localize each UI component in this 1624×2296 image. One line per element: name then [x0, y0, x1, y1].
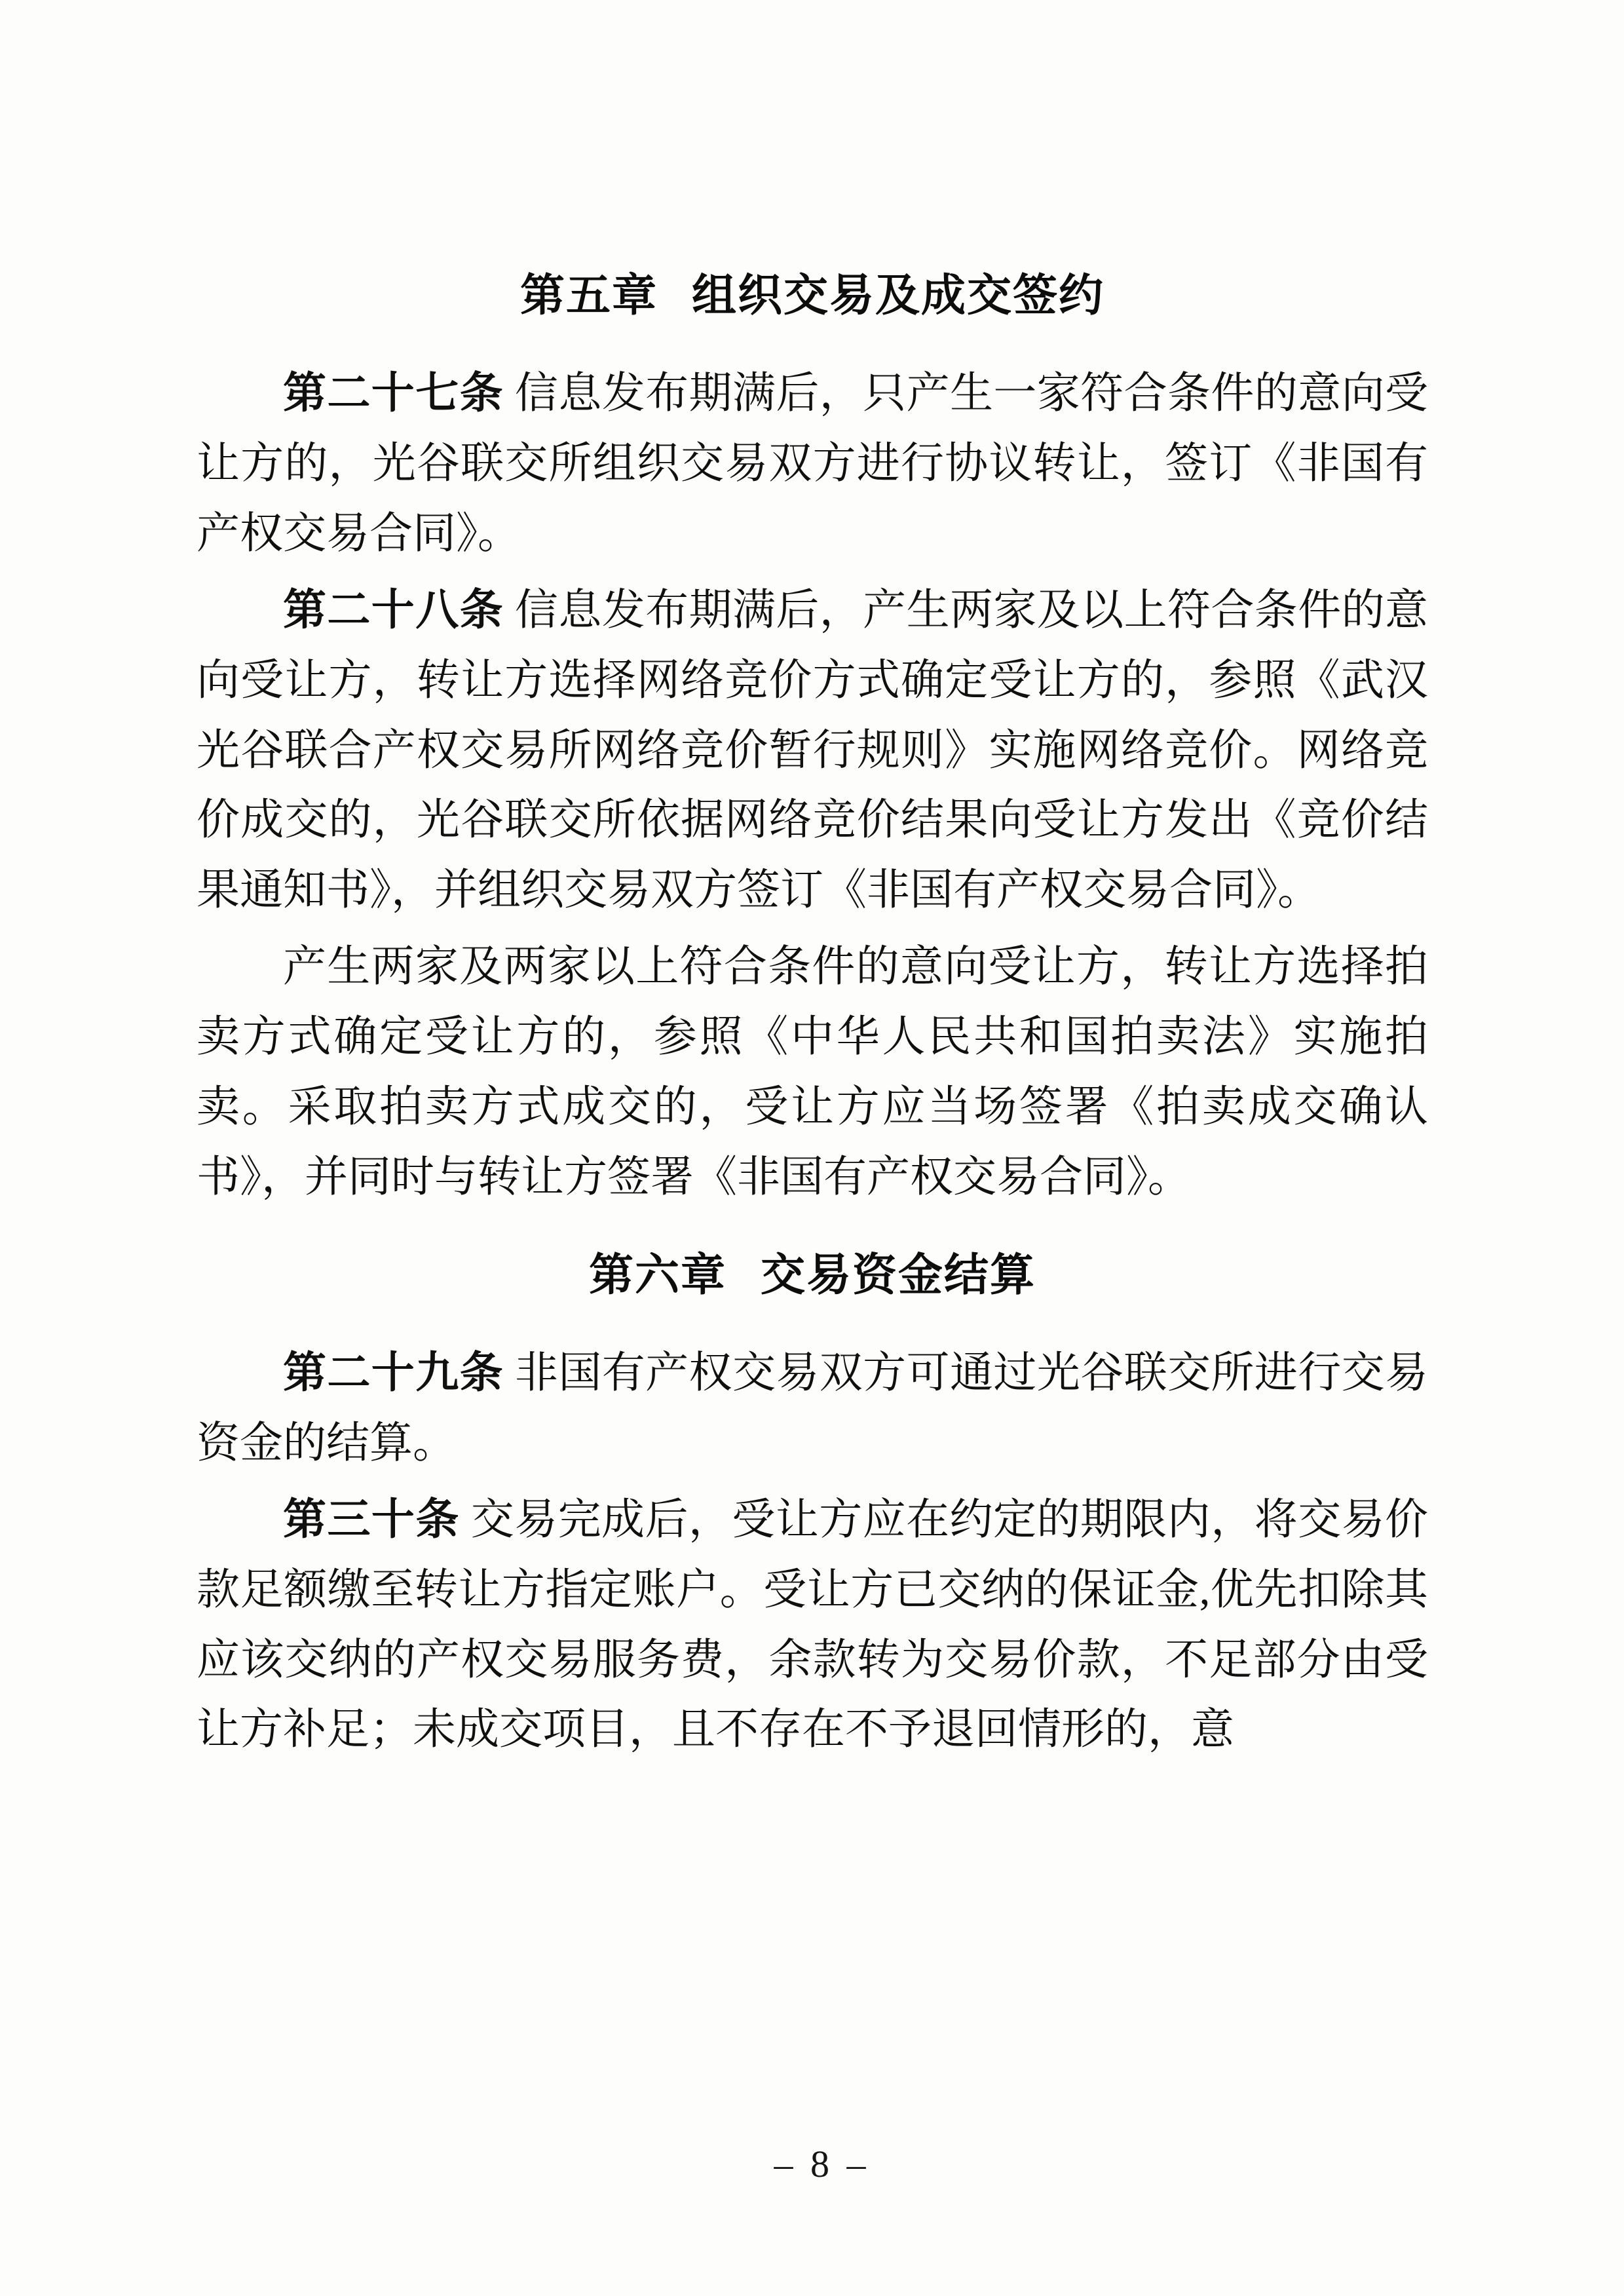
article-27-label: 第二十七条 [283, 370, 504, 417]
article-30-body: 交易完成后，受让方应在约定的期限内，将交易价款足额缴至转让方指定账户。受让方已交纳的保证金,优先扣除其应该交纳的产权交易服务费，余款转为交易价款，不足部分由受让方补足；未成交项目，且不存在不予退回情形的，意 [197, 1495, 1429, 1754]
article-27 [197, 359, 1428, 569]
chapter-five-heading-label: 第五章 [519, 271, 658, 320]
article-29-label: 第二十九条 [283, 1349, 504, 1397]
chapter-five-heading [197, 262, 1428, 329]
article-29-body: 非国有产权交易双方可通过光谷联交所进行交易资金的结算。 [197, 1349, 1429, 1467]
article-28 [197, 576, 1428, 927]
article-28-paragraph-2 [197, 932, 1428, 1213]
chapter-six-heading-title: 交易资金结算 [761, 1250, 1036, 1300]
article-30-label: 第三十条 [283, 1495, 460, 1544]
chapter-six-heading [197, 1242, 1428, 1309]
page-number: – 8 – [774, 2143, 870, 2185]
article-28-body: 信息发布期满后，产生两家及以上符合条件的意向受让方，转让方选择网络竞价方式确定受让方的，参照《武汉光谷联合产权交易所网络竞价暂行规则》实施网络竞价。网络竞价成交的，光谷联交所依据网络竞价结果向受让方发出《竞价结果通知书》，并组织交易双方签订《非国有产权交易合同》。 [197, 586, 1429, 915]
article-28-label: 第二十八条 [283, 586, 504, 634]
article-28-paragraph-2-body: 产生两家及两家以上符合条件的意向受让方，转让方选择拍卖方式确定受让方的，参照《中华人民共和国拍卖法》实施拍卖。采取拍卖方式成交的，受让方应当场签署《拍卖成交确认书》，并同时与转让方签署《非国有产权交易合同》。 [197, 943, 1428, 1201]
page-content [197, 262, 1428, 1772]
chapter-five-heading-title: 组织交易及成交签约 [692, 271, 1105, 320]
article-27-body: 信息发布期满后，只产生一家符合条件的意向受让方的，光谷联交所组织交易双方进行协议转让，签订《非国有产权交易合同》。 [197, 370, 1429, 558]
section-spacer [197, 1219, 1428, 1242]
chapter-six-heading-label: 第六章 [588, 1250, 727, 1300]
article-29 [197, 1339, 1428, 1479]
article-30 [197, 1485, 1428, 1766]
